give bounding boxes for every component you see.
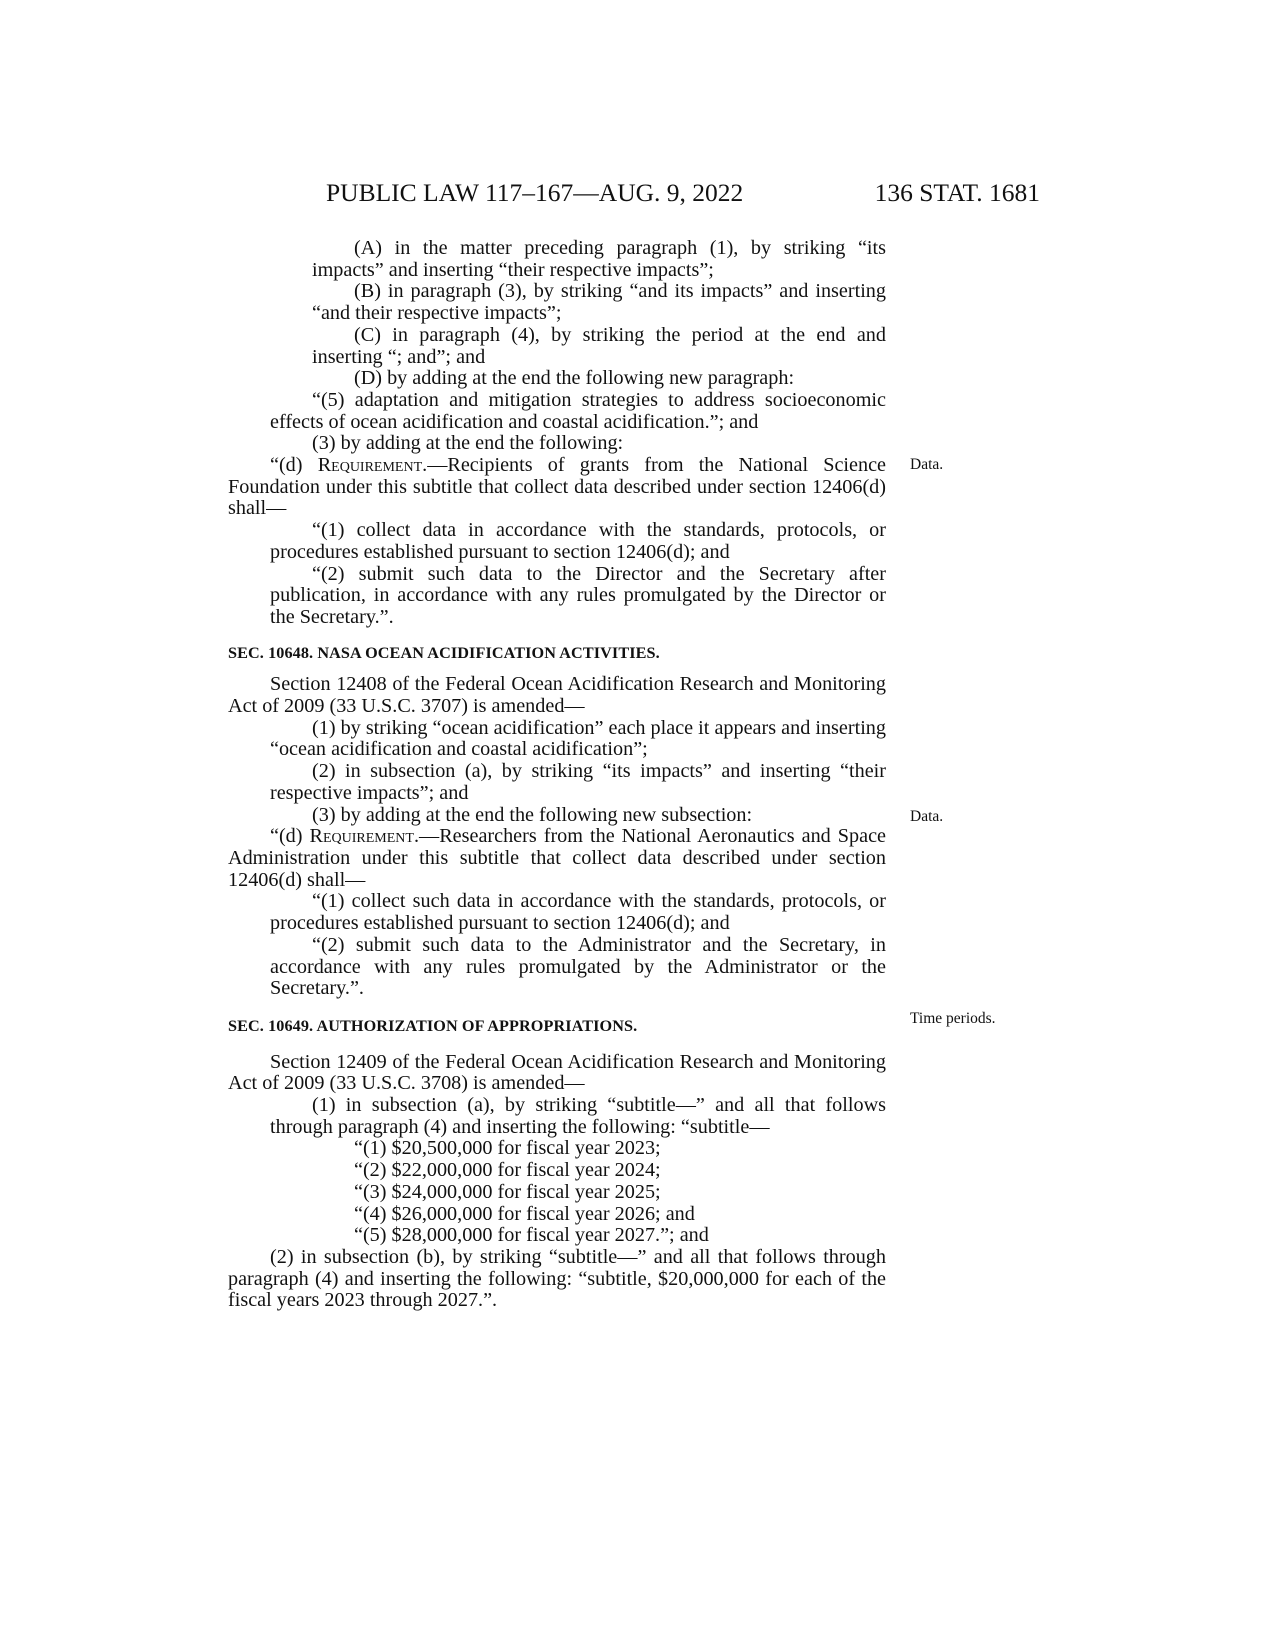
paragraph: (3) by adding at the end the following new subsection: — [312, 803, 753, 826]
paragraph: (1) in subsection (a), by striking “subtitle—” and all that follows through paragraph (4) and inserting the following: “subtitle— — [270, 1094, 886, 1138]
list-item: “(5) $28,000,000 for fiscal year 2027.”; and — [354, 1224, 709, 1247]
paragraph: “(5) adaptation and mitigation strategies to address socioeconomic effects of ocean acidification and coastal acidification.”; and — [270, 388, 886, 433]
page-number: 136 STAT. 1681 — [874, 178, 1040, 207]
paragraph: Section 12409 of the Federal Ocean Acidification Research and Monitoring Act of 2009 (33 U.S.C. 3708) is amended— — [228, 1050, 886, 1095]
paragraph: (C) in paragraph (4), by striking the period at the end and inserting “; and”; and — [312, 323, 886, 368]
section-heading-10649: SEC. 10649. AUTHORIZATION OF APPROPRIATIONS. — [228, 1016, 638, 1035]
list-item: “(1) $20,500,000 for fiscal year 2023; — [354, 1137, 661, 1160]
paragraph: (A) in the matter preceding paragraph (1), by striking “its impacts” and inserting “their respective impacts”; — [312, 237, 886, 281]
text: .—Researchers from the National Aeronautics and Space Administration under this subtitle that collect data described under section 12406(d) shall— — [228, 825, 886, 891]
page-header — [228, 178, 1040, 218]
paragraph-requirement — [228, 455, 886, 520]
paragraph: Section 12408 of the Federal Ocean Acidification Research and Monitoring Act of 2009 (33 U.S.C. 3707) is amended— — [228, 673, 886, 718]
paragraph: “(1) collect data in accordance with the standards, protocols, or procedures established pursuant to section 12406(d); and — [270, 519, 886, 563]
paragraph: (2) in subsection (a), by striking “its impacts” and inserting “their respective impacts”; and — [270, 760, 886, 804]
margin-note-data-1: Data. — [910, 456, 944, 473]
text: “(d) — [270, 454, 318, 477]
paragraph: (B) in paragraph (3), by striking “and its impacts” and inserting “and their respective impacts”; — [312, 280, 886, 325]
paragraph-requirement — [228, 826, 886, 891]
paragraph: “(2) submit such data to the Administrator and the Secretary, in accordance with any rules promulgated by the Administrator or the Secretary.”. — [270, 933, 886, 1000]
paragraph: (3) by adding at the end the following: — [312, 432, 624, 455]
text: .—Recipients of grants from the National Science Foundation under this subtitle that collect data described under section 12406(d) shall— — [228, 454, 887, 520]
list-item: “(4) $26,000,000 for fiscal year 2026; and — [354, 1202, 695, 1225]
requirement-heading: Requirement — [317, 454, 423, 477]
paragraph: (2) in subsection (b), by striking “subtitle—” and all that follows through paragraph (4) and inserting the following: “subtitle, $20,000,000 for each of the fiscal years 2023 through 2027.”. — [228, 1245, 886, 1312]
paragraph: “(1) collect such data in accordance with the standards, protocols, or procedures established pursuant to section 12406(d); and — [270, 890, 886, 935]
paragraph: “(2) submit such data to the Director and the Secretary after publication, in accordance with any rules promulgated by the Director or the Secretary.”. — [270, 562, 886, 628]
text: “(d) — [270, 825, 310, 848]
paragraph: (D) by adding at the end the following new paragraph: — [354, 367, 795, 390]
margin-note-time-periods: Time periods. — [910, 1010, 996, 1027]
list-item: “(2) $22,000,000 for fiscal year 2024; — [354, 1159, 661, 1182]
section-heading-10648: SEC. 10648. NASA OCEAN ACIDIFICATION ACTIVITIES. — [228, 643, 660, 662]
list-item: “(3) $24,000,000 for fiscal year 2025; — [354, 1180, 661, 1203]
margin-note-data-2: Data. — [910, 808, 944, 825]
paragraph: (1) by striking “ocean acidification” each place it appears and inserting “ocean acidification and coastal acidification”; — [270, 716, 886, 761]
requirement-heading: Requirement — [309, 825, 414, 848]
document-body — [228, 238, 886, 1312]
running-head-title: PUBLIC LAW 117–167—AUG. 9, 2022 — [326, 178, 744, 207]
